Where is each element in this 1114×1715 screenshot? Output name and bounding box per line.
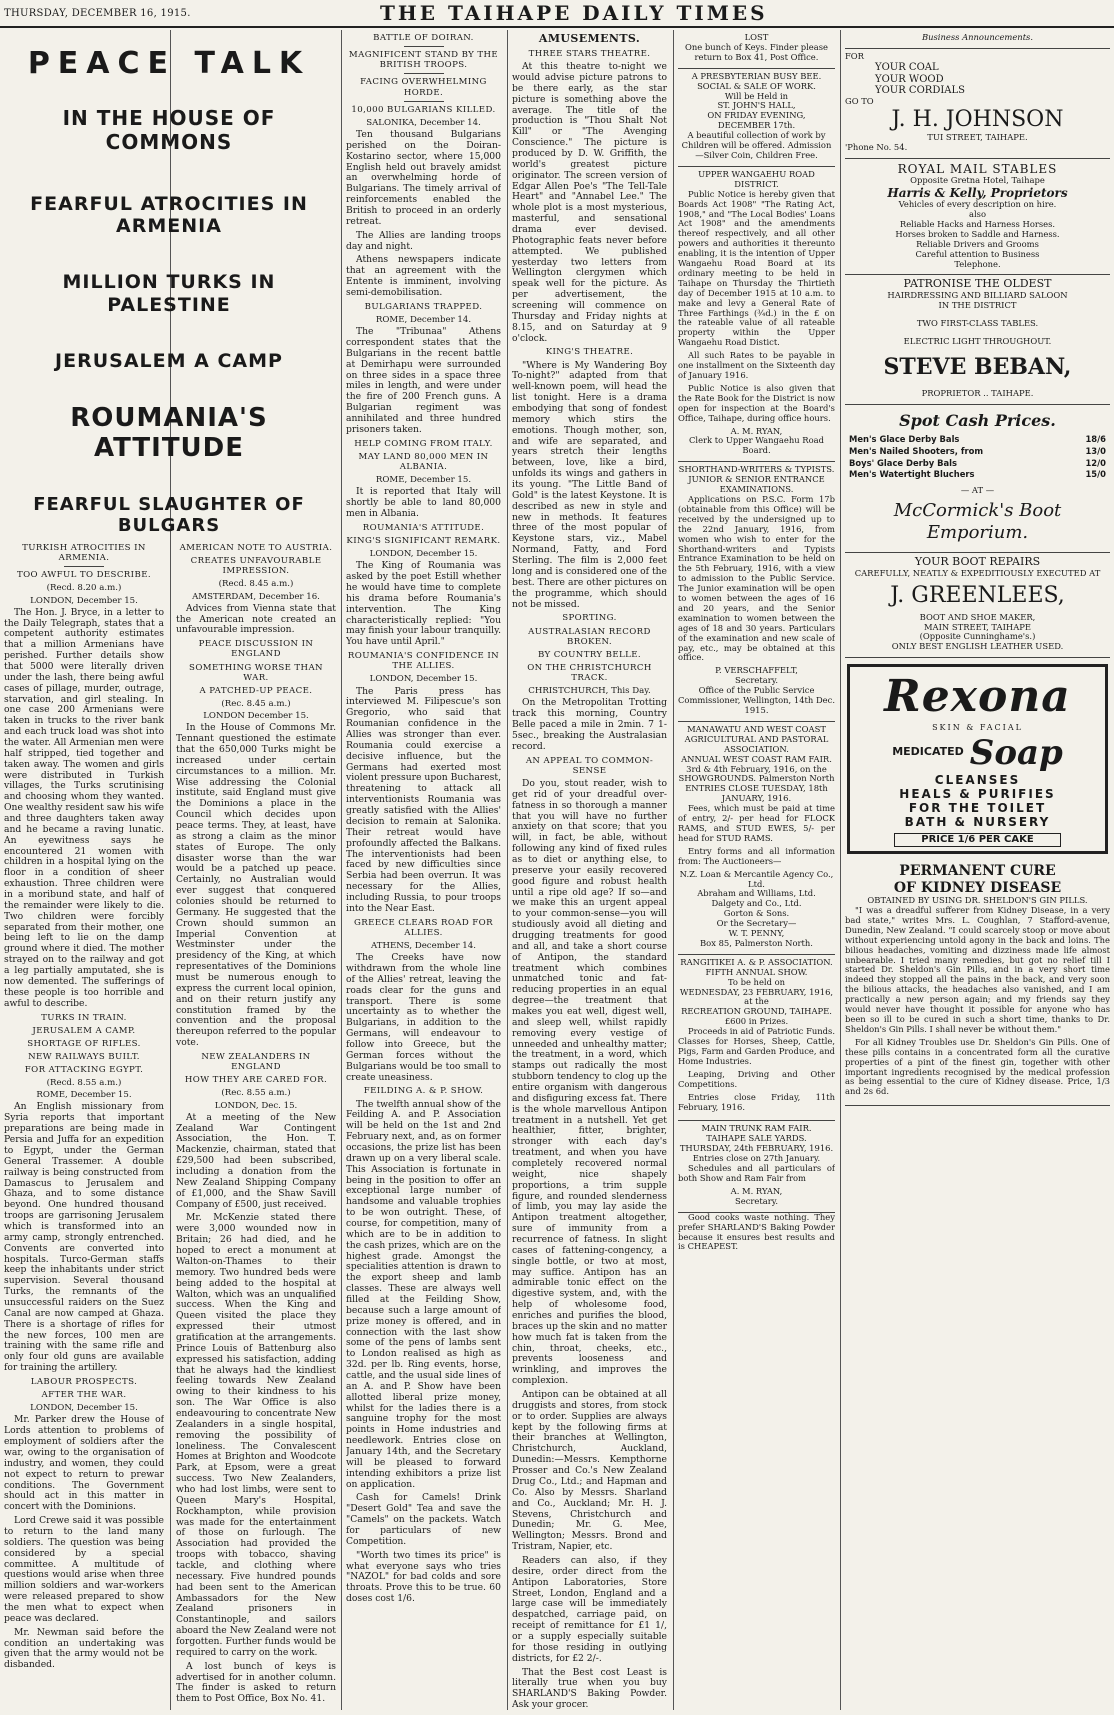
- story-body: The King of Roumania was asked by the poet Estill whether he would have time to complete his drama before Roumania's intervention. The King characteristically replied: "You may finish your labour tranquilly. You have until April.": [346, 560, 501, 648]
- ad-line: Dalgety and Co., Ltd.: [711, 898, 802, 909]
- bazaar-ad: [678, 69, 835, 167]
- story-subheading: 10,000 BULGARIANS KILLED.: [351, 104, 496, 115]
- column-6: [845, 30, 1110, 1710]
- newspaper-title: THE TAIHAPE DAILY TIMES: [380, 1, 768, 25]
- section-heading: SPORTING.: [562, 613, 617, 624]
- ad-subheading: JUNIOR & SENIOR ENTRANCE EXAMINATIONS.: [688, 474, 825, 495]
- ad-subheading: ANNUAL WEST COAST RAM FAIR.: [681, 753, 832, 764]
- story-body: Mr. McKenzie stated there were 3,000 wounded now in Britain; 26 had died, and he hoped to erect a monument at Walton-on-Thames to their memory. Two hundred beds were being added to the hospital at Walton, which was an unqualified success. When the King and Queen visited the place they expressed their utmost gratification at the arrangements. Prince Louis of Battenburg also expressed his satisfaction, adding that he always had the kindliest feeling towards New Zealand owing to their kindness to his son. The War Office is also endeavouring to concentrate New Zealanders in a single hospital, removing the possibility of loneliness. The Convalescent Homes at Brighton and Woodcote Park, at Epsom, were a great success. Two New Zealanders, who had lost limbs, were sent to Queen Mary's Hospital, Rockhampton, while provision was made for the entertainment of those on furlough. The Association had provided the troops with tobacco, shaving tackle, and clothing where necessary. Five hundred pounds had been sent to the American Ambassadors for the New Zealand prisoners in Constantinople, and sailors aboard the New Zealand were not forgotten. Further funds would be required to carry on the work.: [176, 1212, 336, 1658]
- lost-ad: [678, 30, 835, 69]
- column-rule: [840, 30, 841, 1710]
- ad-line: Or the Secretary—: [716, 918, 797, 929]
- ad-line: WEDNESDAY, 23 FEBRUARY, 1916,: [679, 986, 834, 997]
- ad-subheading: FIFTH ANNUAL SHOW.: [705, 966, 808, 977]
- ad-line: at the: [744, 996, 769, 1007]
- dateline: LONDON, December 15.: [369, 674, 478, 685]
- ad-line: ONLY BEST ENGLISH LEATHER USED.: [891, 641, 1064, 652]
- story-subheading: CREATES UNFAVOURABLE IMPRESSION.: [190, 556, 322, 577]
- ad-line: YOUR WOOD: [875, 73, 944, 85]
- ad-heading: MAIN TRUNK RAM FAIR.: [701, 1123, 812, 1134]
- ad-heading: LOST: [744, 32, 769, 42]
- stables-ad: [845, 159, 1110, 276]
- dateline: SALONIKA, December 14.: [366, 117, 481, 128]
- story-body: It is reported that Italy will shortly be able to land 80,000 men in Albania.: [346, 486, 501, 520]
- ad-line: RECREATION GROUND, TAIHAPE.: [681, 1006, 832, 1017]
- ad-line: Telephone.: [954, 258, 1001, 269]
- story-subheading: MAGNIFICENT STAND BY THE BRITISH TROOPS.: [348, 50, 499, 71]
- story-heading: TURKISH ATROCITIES IN ARMENIA.: [22, 543, 146, 564]
- ad-heading: UPPER WANGAEHU ROAD DISTRICT.: [698, 168, 815, 189]
- ad-line: PROPRIETOR .. TAIHAPE.: [921, 387, 1034, 398]
- ad-line: Entries close on 27th January.: [692, 1153, 821, 1164]
- boot-repairs-ad: [845, 553, 1110, 658]
- ad-line: Vehicles of every description on hire.: [898, 199, 1057, 210]
- ad-heading: ROYAL MAIL STABLES: [897, 161, 1058, 176]
- ad-body: A beautiful collection of work by Children will be offered. Admission—Silver Coin, Children Free.: [681, 130, 832, 160]
- rexona-logo: Rexona: [884, 671, 1071, 723]
- headline-peace-talk: PEACE TALK: [27, 46, 311, 81]
- story-body: "Where is My Wandering Boy To-night?" adapted from that well-known poem, will head the list tonight. Here is a drama embodying that song of fondest memory which stirs the emotions. Though mother, son, and wife are separated, and years stretch their lengths between, love, like a bird, unfolds its wings and gathers in its young. "The Little Band of Gold" is the latest Keystone. It is described as new in style and new in methods. It features three of the most popular of Keystone stars, viz., Mabel Normand, Fatty, and Ford Sterling. The film is 2,000 feet long and is considered one of the best. There are other pictures on the programme, which should not be missed.: [512, 359, 667, 610]
- story-body: Lord Crewe said it was possible to return to the land many soldiers. The question was being considered by a special committee. A multitude of questions would arise when three million soldiers and war-workers were released prepared to show the men what to expect when peace was declared.: [4, 1515, 164, 1624]
- ad-line: N.Z. Loan & Mercantile Agency Co., Ltd.: [679, 868, 834, 889]
- story-body: At a meeting of the New Zealand War Contingent Association, the Hon. T. Mackenzie, chairman, stated that £29,500 had been subscribed, including a donation from the New Zealand Shipping Company of £1,000, and the Shaw Savill Company of £500, just received.: [176, 1111, 336, 1210]
- received-time: (Rec. 8.55 a.m.): [221, 1088, 291, 1099]
- item-price: 15/0: [1085, 469, 1106, 480]
- story-subheading: TOO AWFUL TO DESCRIBE.: [16, 570, 151, 581]
- story-body: At this theatre to-night we would advise picture patrons to be there early, as the star picture is something above the average. The title of the production is "Thou Shalt Not Kill" or "The Avenging Conscience." The picture is produced by D. W. Griffith, the world's greatest picture originator. The screen version of Edgar Allen Poe's "The Tell-Tale Heart" and "Annabel Lee." The whole plot is a most mysterious, masterful, and sensational drama ever devised. Photographic feats never before attempted. We published yesterday two letters from Wellington clergymen which speak well for the picture. As per advertisement, the screening will commence on Thursday and Friday nights at 8.15, and on Saturday at 9 o'clock.: [512, 61, 667, 344]
- dateline: LONDON December 15.: [203, 711, 309, 722]
- dateline: ATHENS, December 14.: [371, 940, 476, 951]
- item-name: Men's Glace Derby Bals: [849, 433, 960, 444]
- ad-heading: RANGITIKEI A. & P. ASSOCIATION.: [680, 956, 833, 967]
- signature: Secretary.: [735, 675, 778, 686]
- ad-body: One bunch of Keys. Finder please return to Box 41, Post Office.: [684, 41, 829, 62]
- ad-body: Public Notice is also given that the Rate Book for the District is now open for inspection at the Board's Office, Taihape, during office hours.: [678, 382, 835, 423]
- ad-body: "I was a dreadful sufferer from Kidney Disease, in a very bad state," writes Mrs. L. Coughlan, 7 Stafford-avenue, Dunedin, New Zealand. "I could scarcely stoop or move about without experiencing untold agony in the back and loins. The bilious headaches, vomiting and dizziness made life almost unbearable. I tried many remedies, but got no relief till I started Dr. Sheldon's Gin Pills, and in a very short time indeed they stopped all the pains in the back, and very soon the bilious attacks, the headaches also vanished, and I am practically a new person again; and my friends say they would never have thought it possible for anyone who has been so ill to be cured in such a short time, thanks to Dr. Sheldon's Gin Pills. I shall never be without them.": [845, 905, 1110, 1034]
- story-heading: BATTLE OF DOIRAN.: [373, 33, 474, 43]
- story-subheading: BY COUNTRY BELLE.: [537, 649, 642, 660]
- ad-line: Soap: [969, 732, 1063, 773]
- ad-line: MAIN STREET, TAIHAPE: [923, 621, 1032, 632]
- dateline: ROME, December 15.: [375, 475, 472, 486]
- ad-line: Will be Held in: [724, 90, 789, 101]
- signature: Secretary.: [735, 1195, 778, 1206]
- price-row: [849, 447, 1106, 457]
- ad-line: BOOT AND SHOE MAKER,: [919, 611, 1036, 622]
- story-subheading: NEW RAILWAYS BUILT.: [28, 1051, 140, 1062]
- ad-line: To be held on: [727, 976, 786, 987]
- ad-heading: A PRESBYTERIAN BUSY BEE.: [691, 70, 822, 81]
- ad-line: YOUR COAL: [875, 61, 939, 73]
- dateline: LONDON, December 15.: [30, 595, 138, 606]
- ad-name: Harris & Kelly, Proprietors: [887, 185, 1068, 200]
- story-body: The twelfth annual show of the Feilding A. and P. Association will be held on the 1st and 2nd February next, and, as on former occasions, the prize list has been drawn up on a very liberal scale. This Association is fortunate in being in the position to offer an exceptional large number of handsome and valuable trophies to be won outright. These, of course, for competition, many of which are to be in addition to the cash prizes, which are on the highest grade. Amongst the specialities attention is drawn to the export sheep and lamb classes. These are always well filled at the Feilding Show, because such a large amount of prize money is offered, and in connection with the last show some of the pens of lambs sent to London realised as high as 32d. per lb. Ring events, horse, cattle, and the usual side lines of an A. and P. Show have been allotted liberal prize money, whilst for the ladies there is a sanguine trophy for the most points in Home industries and needlework. Entries close on January 14th, and the Secretary will be pleased to forward intending exhibitors a prize list on application.: [346, 1098, 501, 1490]
- story-body: Cash for Camels! Drink "Desert Gold" Tea and save the "Camels" on the packets. Watch for particulars of new Competition.: [346, 1492, 501, 1547]
- ad-line: Reliable Drivers and Grooms: [916, 238, 1039, 249]
- dateline: CHRISTCHURCH, This Day.: [528, 686, 651, 697]
- ad-line: MEDICATED: [892, 745, 964, 759]
- headline-jerusalem: JERUSALEM A CAMP: [55, 350, 283, 373]
- ad-body: Applications on P.S.C. Form 17b (obtainable from this Office) will be received by the undersigned up to the 22nd January, 1916, from women who wish to enter for the Shorthand-writers and Typists Entrance Examination to be held on the 5th February, 1916, with a view to admission to the Public Service. The Junior examination will be open to women between the ages of 16 and 20 years, and the Senior examination to women between the ages of 18 and 30 years. Particulars of the examination and new scale of pay, etc., may be obtained at this office.: [678, 493, 835, 663]
- price-row: [849, 470, 1106, 480]
- story-body: A lost bunch of keys is advertised for in another column. The finder is asked to return them to Post Office, Box No. 41.: [176, 1660, 336, 1705]
- ad-line: TWO FIRST-CLASS TABLES.: [916, 318, 1039, 329]
- column-5: [678, 30, 835, 1710]
- story-subheading: FOR ATTACKING EGYPT.: [24, 1065, 144, 1076]
- ad-line: (Opposite Cunninghame's.): [919, 631, 1036, 642]
- road-district-notice: [678, 167, 835, 462]
- story-heading: AN APPEAL TO COMMON-SENSE: [525, 755, 654, 776]
- dateline: ROME, December 14.: [375, 315, 472, 326]
- item-name: Men's Nailed Shooters, from: [849, 445, 984, 456]
- ad-body: Entries close Friday, 11th February, 1916.: [678, 1091, 835, 1112]
- ad-line: SHOWGROUNDS. Palmerston North: [678, 773, 835, 784]
- ad-subheading: SOCIAL & SALE OF WORK.: [697, 80, 816, 91]
- ad-line: FOR THE TOILET: [908, 800, 1047, 815]
- story-body: An English missionary from Syria reports that important preparations are being made in Persia and Juffa for an expedition to Egypt, under the German General Trassemer. A double railway is being constructed from Damascus to Jerusalem and Ghaza, and to some distance beyond. One hundred thousand troops are garrisoning Jerusalem which is transformed into an army camp, strongly entrenched. Convents are converted into hospitals. Turco-German staffs keep the inhabitants under strict supervision. Several thousand Turks, the remnants of the unsuccessful raiders on the Suez Canal are now camped at Ghaza. There is a shortage of rifles for the new forces, 100 men are training with the same rifle and only four old guns are available for training the artillery.: [4, 1101, 164, 1374]
- ad-line: DECEMBER 17th.: [717, 120, 796, 131]
- ad-line: 'Phone No. 54.: [845, 141, 908, 152]
- ad-line: TUI STREET, TAIHAPE.: [927, 132, 1028, 143]
- ad-line: ON FRIDAY EVENING,: [707, 110, 806, 121]
- signature: W. T. PENNY,: [728, 928, 785, 939]
- column-rule: [341, 30, 342, 1710]
- story-body: Readers can also, if they desire, order direct from the Antipon Laboratories, Store Street, London, England and a large case will be immediately despatched, carriage paid, on receipt of remittance for £1 1/, or a supply especially suitable for those residing in outlying districts, for £2 2/-.: [512, 1554, 667, 1664]
- story-body: The Creeks have now withdrawn from the whole line of the Allies' retreat, leaving the roads clear for the guns and transport. There is some uncertainty as to whether the Bulgarians, in addition to the Germans, will endeavour to follow into Greece, but the German forces without the Bulgarians would be too small to create uneasiness.: [346, 952, 501, 1083]
- ad-name: J. H. JOHNSON: [891, 107, 1064, 133]
- ad-line: YOUR CORDIALS: [875, 85, 965, 97]
- ad-subheading: OBTAINED BY USING DR. SHELDON'S GIN PILLS.: [867, 895, 1088, 906]
- ad-line: Careful attention to Business: [915, 248, 1040, 259]
- rexona-soap-ad: [847, 664, 1108, 854]
- story-subheading: AFTER THE WAR.: [41, 1390, 127, 1401]
- ad-line: IN THE DISTRICT: [938, 300, 1017, 311]
- item-price: 18/6: [1085, 433, 1106, 444]
- johnson-ad: [845, 49, 1110, 159]
- story-heading: GREECE CLEARS ROAD FOR ALLIES.: [354, 917, 493, 938]
- story-heading: BULGARIANS TRAPPED.: [364, 301, 483, 312]
- story-subheading: A PATCHED-UP PEACE.: [199, 685, 313, 696]
- column-1: [4, 540, 164, 1710]
- ad-line: SKIN & FACIAL: [932, 723, 1023, 733]
- ad-body: Entry forms and all information from: The Auctioneers—: [678, 845, 835, 866]
- story-body: On the Metropolitan Trotting track this morning, Country Belle paced a mile in 2min. 7 1-5sec., breaking the Australasian record.: [512, 697, 667, 752]
- ad-line: ELECTRIC LIGHT THROUGHOUT.: [903, 336, 1052, 347]
- story-body: The "Tribunaa" Athens correspondent states that the Bulgarians in the recent battle at Demirhapu were surrounded on three sides in a space three miles in length, and were under the fire of 200 French guns. A Bulgarian regiment was annihilated and three hundred prisoners taken.: [346, 326, 501, 435]
- ad-body: All such Rates to be payable in one installment on the Sixteenth day of January 1916.: [678, 350, 835, 380]
- story-heading: ROUMANIA'S CONFIDENCE IN THE ALLIES.: [347, 651, 500, 672]
- ad-heading: SHORTHAND-WRITERS & TYPISTS.: [678, 464, 835, 475]
- story-heading: LABOUR PROSPECTS.: [30, 1376, 138, 1387]
- signature: Office of the Public Service Commissioner, Wellington, 14th Dec. 1915.: [678, 685, 835, 715]
- exam-notice: [678, 462, 835, 722]
- column-rule: [507, 30, 508, 1710]
- ram-fair-ad: [678, 722, 835, 955]
- story-body: That the Best cost Least is literally true when you buy SHARLAND'S Baking Powder. Ask your grocer.: [512, 1666, 667, 1710]
- ad-heading: OF KIDNEY DISEASE: [893, 879, 1062, 896]
- signature: A. M. RYAN,: [730, 1185, 783, 1196]
- ad-line: £600 in Prizes.: [724, 1016, 789, 1027]
- column-2: [346, 30, 501, 1710]
- ad-line: BATH & NURSERY: [904, 815, 1051, 830]
- story-heading: THREE STARS THEATRE.: [528, 48, 651, 59]
- price-row: [849, 435, 1106, 445]
- section-heading: Business Announcements.: [845, 30, 1110, 49]
- story-body: Mr. Newman said before the condition an undertaking was given that the army would not be disbanded.: [4, 1626, 164, 1671]
- show-ad: [678, 955, 835, 1122]
- signature: Clerk to Upper Wangaehu Road Board.: [689, 435, 824, 456]
- dateline: LONDON, Dec. 15.: [214, 1100, 298, 1111]
- story-subheading: SHORTAGE OF RIFLES.: [27, 1038, 141, 1049]
- story-body: The Allies are landing troops day and night.: [346, 229, 501, 252]
- headline-house-of-commons: IN THE HOUSE OF COMMONS: [62, 106, 276, 154]
- received-time: (Recd. 8.20 a.m.): [46, 583, 122, 594]
- story-subheading: ON THE CHRISTCHURCH TRACK.: [527, 662, 652, 684]
- story-body: Mr. Parker drew the House of Lords attention to problems of employment of soldiers after the war, owing to the organisation of industry, and women, they could not expect to return to prewar conditions. The Government should act in this matter in concert with the Dominions.: [4, 1414, 164, 1513]
- story-subheading: KING'S SIGNIFICANT REMARK.: [346, 536, 501, 547]
- ad-line: — AT —: [960, 485, 995, 496]
- ad-line: FOR: [845, 50, 864, 61]
- story-heading: TURKS IN TRAIN.: [41, 1012, 127, 1023]
- ad-subheading: TAIHAPE SALE YARDS.: [706, 1133, 807, 1144]
- headline-bulgars: FEARFUL SLAUGHTER OF BULGARS: [33, 493, 305, 534]
- ad-line: ENTRIES CLOSE TUESDAY, 18th JANUARY, 1916.: [685, 783, 828, 804]
- signature: Box 85, Palmerston North.: [700, 937, 813, 948]
- section-heading: AMUSEMENTS.: [538, 32, 641, 45]
- story-body: In the House of Commons Mr. Tennant questioned the estimate that the 650,000 Turks might be increased under certain circumstances to a million. Mr. Wise addressing the Colonial institute, said England must give the Dominions a place in the Council which decides upon peace terms. They, at least, have as strong a claim as the minor states of Europe. The only disaster worse than the war would be a patched up peace. Certainly, no Australian would ever suggest that conquered colonies should be returned to Germany. He suggested that the Crown should summon an Imperial Convention at Westminster under the presidency of the King, at which representatives of the Dominions must be numerous enough to express the current local opinion, and on their return justify any constitution framed by the convention and the proposal thereupon referred to the popular vote.: [176, 722, 336, 1049]
- ad-heading: PERMANENT CURE: [899, 863, 1056, 880]
- ad-name: McCormick's Boot Emporium.: [893, 500, 1062, 543]
- ad-line: HAIRDRESSING AND BILLIARD SALOON: [887, 290, 1068, 301]
- story-body: The Paris press has interviewed M. Filipescue's son Gregorio, who said that Roumanian confidence in the Allies was stronger than ever. Roumania could exercise a decisive influence, but the Germans had exerted most violent pressure upon Bucharest, threatening to attack all interventionists Roumania was greatly satisfied with the Allies' decision to remain at Salonika. Their retreat would have profoundly affected the Balkans. The interventionists had been faced by new difficulties since Serbia had been overrun. It was necessary for the Allies, including Russia, to pour troops into the Near East.: [346, 685, 501, 914]
- ad-line: Reliable Hacks and Harness Horses.: [899, 218, 1056, 229]
- dateline: LONDON, December 15.: [369, 549, 478, 560]
- story-subheading: FACING OVERWHELMING HORDE.: [360, 77, 487, 98]
- ad-price: PRICE 1/6 PER CAKE: [894, 833, 1061, 847]
- ad-line: CAREFULLY, NEATLY & EXPEDITIOUSLY EXECUTED AT: [854, 567, 1101, 578]
- main-trunk-ram-fair: [678, 1121, 835, 1212]
- story-body: Ten thousand Bulgarians perished on the Doiran-Kostarino sector, where 15,000 English held out bravely amidst an overwhelming horde of Bulgarians. The timely arrival of reinforcements enabled the British to proceed in an orderly retreat.: [346, 128, 501, 227]
- story-heading: AMERICAN NOTE TO AUSTRIA.: [179, 543, 333, 553]
- saloon-ad: [845, 275, 1110, 404]
- ad-line: Abraham and Williams, Ltd.: [697, 888, 816, 899]
- column-rule: [673, 30, 674, 1710]
- price-row: [849, 459, 1106, 469]
- ad-line: THURSDAY, 24th FEBRUARY, 1916.: [679, 1143, 834, 1154]
- dateline: LONDON, December 15.: [30, 1403, 138, 1414]
- item-price: 13/0: [1085, 445, 1106, 456]
- received-time: (Recd. 8.45 a.m.): [218, 579, 294, 590]
- story-subheading: MAY LAND 80,000 MEN IN ALBANIA.: [358, 451, 489, 473]
- ad-line: Gorton & Sons.: [723, 908, 790, 919]
- ad-body: Public Notice is hereby given that Boards Act 1908" "The Rating Act, 1908," and "The Local Bodies' Loans Act 1908" and the amendments thereof respectively, and all other powers and authorities it thereunto enabling, it is the intention of Upper Wangaehu Road Board at its ordinary meeting to be held in Taihape on Thursday the Thirtieth day of December 1915 at 10 a.m. to make and levy a General Rate of Three Farthings (¾d.) in the £ on the rateable value of all rateable property within the Upper Wangaehu Road Distict.: [678, 188, 835, 348]
- story-heading: PEACE DISCUSSION IN ENGLAND: [198, 639, 314, 660]
- story-body: Antipon can be obtained at all druggists and stores, from stock or to order. Supplies are always kept by the following firms at their branches at Wellington, Christchurch, Auckland, Dunedin:—Messrs. Kempthorne Prosser and Co.'s New Zealand Drug Co., Ltd.; and Hapman and Co. Also by Messrs. Sharland and Co., Auckland; Mr. H. J. Stevens, Christchurch and Dunedin; Mr. G. Mee, Wellington; Messrs. Brond and Tristram, Napier, etc.: [512, 1389, 667, 1553]
- headline-palestine: MILLION TURKS IN PALESTINE: [62, 271, 276, 316]
- story-body: Advices from Vienna state that the American note created an unfavourable impression.: [176, 602, 336, 636]
- ad-heading: YOUR BOOT REPAIRS: [914, 554, 1041, 568]
- story-body: "Worth two times its price" is what everyone says who tries "NAZOL" for bad colds and sore throats. Prove this to be true. 60 doses cost 1/6.: [346, 1549, 501, 1605]
- ad-body: Leaping, Driving and Other Competitions.: [678, 1068, 835, 1089]
- dateline: ROME, December 15.: [36, 1090, 132, 1101]
- signature: A. M. RYAN,: [730, 425, 783, 436]
- headline-armenia: FEARFUL ATROCITIES IN ARMENIA: [30, 192, 308, 237]
- signature: P. VERSCHAFFELT,: [715, 665, 798, 676]
- story-heading: KING'S THEATRE.: [545, 347, 634, 358]
- received-time: (Rec. 8.45 a.m.): [221, 698, 291, 709]
- ad-body: Schedules and all particulars of both Show and Ram Fair from: [678, 1163, 835, 1183]
- item-name: Men's Watertight Bluchers: [849, 469, 975, 480]
- ad-name: STEVE BEBAN,: [883, 354, 1072, 381]
- story-subheading: SOMETHING WORSE THAN WAR.: [189, 662, 323, 683]
- masthead: [0, 0, 1114, 28]
- gin-pills-ad: [845, 860, 1110, 1106]
- ad-line: GO TO: [845, 96, 874, 107]
- ad-body: For all Kidney Troubles use Dr. Sheldon's Gin Pills. One of these pills contains in a concentrated form all the curative properties of a pint of the finest gin, together with other important ingredients recognised by the medical profession as being essential to the cure of Kidney disease. Price, 1/3 and 2s 6d.: [845, 1036, 1110, 1097]
- story-heading: FEILDING A. & P. SHOW.: [363, 1086, 484, 1097]
- ad-line: Horses broken to Saddle and Harness.: [895, 228, 1060, 239]
- story-heading: ROUMANIA'S ATTITUDE.: [362, 522, 485, 533]
- ad-heading: MANAWATU AND WEST COAST AGRICULTURAL AND PASTORAL ASSOCIATION.: [684, 723, 829, 754]
- ad-line: 3rd & 4th February, 1916, on the: [686, 763, 827, 774]
- story-heading: HELP COMING FROM ITALY.: [354, 438, 493, 449]
- headline-block: [4, 34, 334, 534]
- ad-heading: PATRONISE THE OLDEST: [903, 277, 1052, 291]
- ad-body: Proceeds in aid of Patriotic Funds. Classes for Horses, Sheep, Cattle, Pigs, Farm and Garden Produce, and Home Industries.: [678, 1026, 835, 1066]
- column-4: [512, 30, 667, 1710]
- ad-body: Fees, which must be paid at time of entry, 2/- per head for FLOCK RAMS, and STUD EWES, 5/- per head for STUD RAMS.: [678, 803, 835, 843]
- story-body: Do you, stout reader, wish to get rid of your dreadful over-fatness in so thorough a manner that you will have no further anxiety on that score; that you will, in fact, be able, without following any kind of fixed rules as to diet or anything else, to preserve your easily recovered good figure and robust health until a ripe old age? If so—and we make this an urgent appeal to your common-sense—you will studiously avoid all dieting and drugging treatments for good and all, and take a short course of Antipon, the standard treatment which combines unmatched tonic and fat-reducing properties in an equal degree—the treatment that makes you eat well, digest well, and sleep well, whilst rapidly removing every vestige of unneeded and unhealthy matter; the treatment, in a word, which stamps out radically the most stubborn tendency to clog up the entire organism with dangerous and disfiguring excess fat. There is the whole marvellous Antipon treatment in a nutshell. Yet get healthier, fitter, brighter, stronger with each day's treatment, and when you have completely recovered normal weight, nice shapely proportions, a trim supple figure, and rounded slenderness of limb, you may lay aside the Antipon treatment altogether, sure of immunity from a recurrence of fatness. In slight cases of fattening-congency, a single bottle, or two at most, may suffice. Antipon has an admirable tonic effect on the digestive system, and, with the help of wholesome food, enriches and purifies the blood, braces up the skin and no matter how much fat is taken from the chin, throat, cheeks, etc., prevents looseness and wrinkling, and improves the complexion.: [512, 777, 667, 1387]
- ad-line: Opposite Gretna Hotel, Taihape: [910, 175, 1045, 186]
- dateline: AMSTERDAM, December 16.: [192, 591, 320, 602]
- ad-body: Good cooks waste nothing. They prefer SHARLAND'S Baking Powder because it ensures best results and is CHEAPEST.: [678, 1211, 835, 1252]
- item-name: Boys' Glace Derby Bals: [849, 457, 958, 468]
- issue-date: THURSDAY, DECEMBER 16, 1915.: [4, 8, 191, 19]
- story-body: Athens newspapers indicate that an agreement with the Entente is imminent, involving semi-demobilisation.: [346, 254, 501, 299]
- ad-line: also: [968, 209, 986, 219]
- headline-roumania: ROUMANIA'S ATTITUDE: [70, 402, 268, 464]
- ad-line: ST. JOHN'S HALL,: [717, 100, 796, 111]
- ad-line: HEALS & PURIFIES: [899, 786, 1056, 801]
- received-time: (Recd. 8.55 a.m.): [46, 1078, 122, 1089]
- story-subheading: HOW THEY ARE CARED FOR.: [184, 1075, 328, 1086]
- column-3: [176, 540, 336, 1710]
- ad-line: CLEANSES: [934, 772, 1021, 787]
- ad-name: J. GREENLEES,: [890, 582, 1065, 608]
- item-price: 12/0: [1085, 457, 1106, 468]
- boot-prices-ad: [845, 405, 1110, 553]
- ad-heading: Spot Cash Prices.: [899, 410, 1056, 430]
- story-subheading: JERUSALEM A CAMP.: [32, 1025, 136, 1036]
- story-heading: AUSTRALASIAN RECORD BROKEN.: [528, 626, 651, 647]
- story-body: The Hon. J. Bryce, in a letter to the Daily Telegraph, states that a competent authority estimates that a million Armenians have perished. Further details show that 5000 were literally driven under the lash, there being awful cases of pillage, murder, outrage, starvation, and girl stealing. In one case 200 Armenians were taken in trucks to the river bank and each truck load was shot into the water. All Armenian men were half stripped, tied together and taken away. The women and girls were distributed in Turkish villages, the Turks scrutinising and choosing whom they wanted. One wealthy resident saw his wife and three daughters taken away and he became a raving lunatic. An eyewitness says he encountered 21 women with children in a hospital lying on the floor in a condition of sheer exhaustion. Three children were in a moribund state, and half of the remainder were likely to die. Two children were forcibly separated from their mother, one being left to lie on the damp ground where it died. The mother strayed on to the railway and got a leg partially amputated, she is now demented. The sufferings of these people is too horrible and awful to describe.: [4, 606, 164, 1009]
- story-heading: NEW ZEALANDERS IN ENGLAND: [201, 1052, 311, 1073]
